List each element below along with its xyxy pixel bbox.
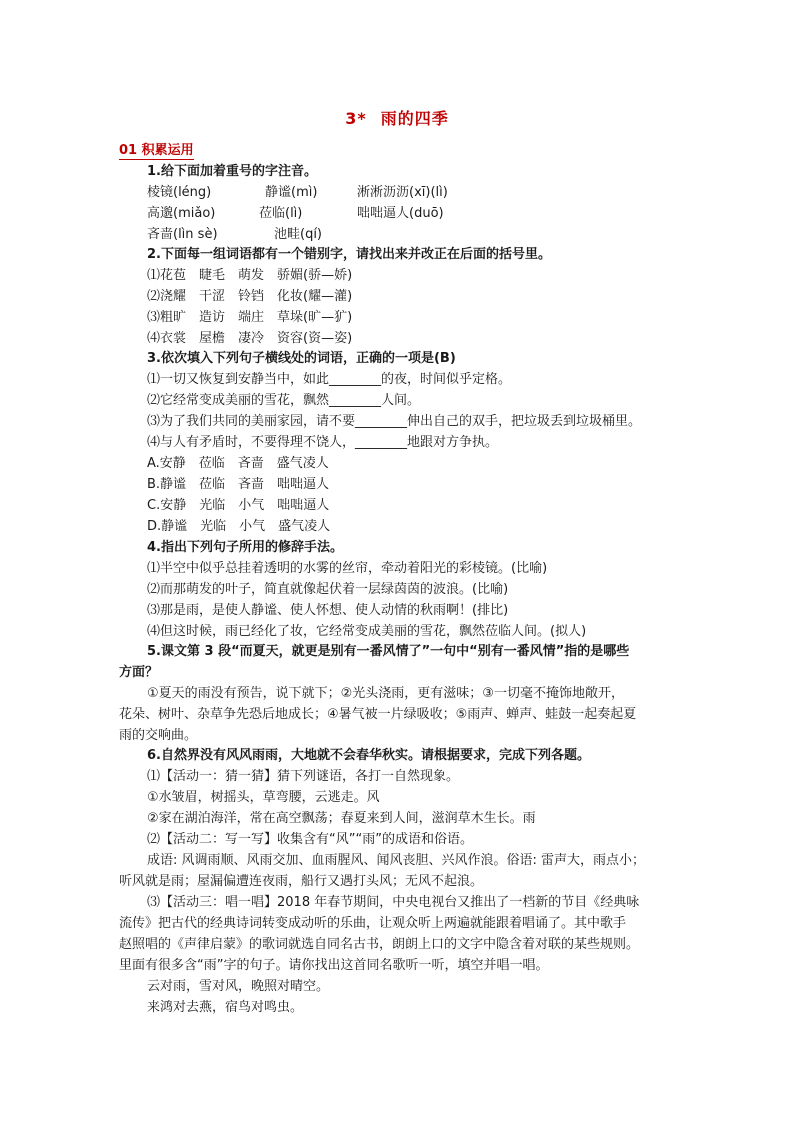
q6-stem: 6.自然界没有风风雨雨，大地就不会春华秋实。请根据要求，完成下列各题。: [147, 748, 590, 763]
q6-activity-3-cont: 里面有很多含“雨”字的句子。请你找出这首同名歌听一听，填空并唱一唱。: [119, 958, 549, 973]
q3-option: B.静谧 莅临 吝啬 咄咄逼人: [147, 477, 330, 492]
q5-answer: ①夏天的雨没有预告，说下就下；②光头浇雨，更有滋味；③一切毫不掩饰地敞开，: [147, 686, 624, 701]
q3-item: ⑵它经常变成美丽的雪花，飘然________人间。: [147, 393, 421, 408]
q3-stem: 3.依次填入下列句子横线处的词语，正确的一项是(B): [147, 351, 456, 366]
q5-answer: 花朵、树叶、杂草争先恐后地成长；④暑气被一片绿吸收；⑤雨声、蝉声、蛙鼓一起奏起夏: [119, 707, 637, 722]
q1-item: 高邈(miǎo): [147, 206, 216, 221]
q1-stem: 1.给下面加着重号的字注音。: [147, 164, 317, 179]
q1-item: 棱镜(léng): [147, 185, 212, 200]
q6-activity-1: ⑴【活动一：猜一猜】猜下列谜语，各打一自然现象。: [147, 769, 460, 784]
q3-item: ⑷与人有矛盾时，不要得理不饶人，________地跟对方争执。: [147, 435, 499, 450]
q4-item: ⑶那是雨，是使人静谧、使人怀想、使人动情的秋雨啊！(排比): [147, 603, 509, 618]
q1-item: 静谧(mì): [265, 185, 318, 200]
q6-answer: 成语: 风调雨顺、风雨交加、血雨腥风、闻风丧胆、兴风作浪。俗语: 雷声大，雨点小；: [147, 853, 646, 868]
lesson-title: 雨的四季: [380, 109, 449, 128]
q6-activity-3-cont: 赵照唱的《声律启蒙》的歌词就选自同名古书，朗朗上口的文字中隐含着对联的某些规则。: [119, 937, 640, 952]
section-heading: 01 积累运用: [119, 143, 194, 158]
page-title: [0, 106, 794, 129]
q5-stem: 5.课文第 3 段“而夏天，就更是别有一番风情了”一句中“别有一番风情”指的是哪些: [147, 644, 630, 659]
q1-item: 咄咄逼人(duō): [357, 206, 444, 221]
q3-item: ⑴一切又恢复到安静当中，如此________的夜，时间似乎定格。: [147, 372, 512, 387]
q6-activity-3: ⑶【活动三：唱一唱】2018 年春节期间，中央电视台又推出了一档新的节目《经典咏: [147, 895, 640, 910]
q4-item: ⑴半空中似乎总挂着透明的水雾的丝帘，牵动着阳光的彩棱镜。(比喻): [147, 561, 548, 576]
q6-verse: 云对雨，雪对风，晚照对晴空。: [147, 979, 330, 994]
q1-item: 吝啬(lìn sè): [147, 227, 218, 242]
q4-stem: 4.指出下列句子所用的修辞手法。: [147, 540, 343, 555]
q1-item: 莅临(lì): [259, 206, 303, 221]
q6-answer: 听风就是雨；屋漏偏遭连夜雨，船行又遇打头风；无风不起浪。: [119, 874, 484, 889]
q6-activity-2: ⑵【活动二：写一写】收集含有“风”“雨”的成语和俗语。: [147, 832, 473, 847]
q6-verse: 来鸿对去燕，宿鸟对鸣虫。: [147, 1000, 304, 1015]
q6-activity-3-cont: 流传》把古代的经典诗词转变成动听的乐曲，让观众听上两遍就能跟着唱诵了。其中歌手: [119, 916, 627, 931]
q6-riddle: ②家在湖泊海洋，常在高空飘荡；春夏来到人间，滋润草木生长。雨: [147, 811, 536, 826]
q2-item: ⑷衣裳 屋檐 凄冷 资容(资—姿): [147, 331, 353, 346]
q1-item: 池畦(qí): [274, 227, 323, 242]
q1-item: 淅淅沥沥(xī)(lì): [357, 185, 448, 200]
q2-item: ⑶粗旷 造访 端庄 草垛(旷—犷): [147, 310, 353, 325]
q3-item: ⑶为了我们共同的美丽家园，请不要________伸出自己的双手，把垃圾丢到垃圾桶里。: [147, 414, 642, 429]
q5-answer: 雨的交响曲。: [119, 728, 198, 743]
q4-item: ⑵而那萌发的叶子，简直就像起伏着一层绿茵茵的波浪。(比喻): [147, 582, 509, 597]
q3-option: A.安静 莅临 吝啬 盛气凌人: [147, 456, 329, 471]
q6-riddle: ①水皱眉，树摇头，草弯腰，云逃走。风: [147, 790, 380, 805]
q2-item: ⑴花苞 睫毛 萌发 骄媚(骄—娇): [147, 268, 353, 283]
lesson-number: 3*: [345, 109, 367, 128]
q2-stem: 2.下面每一组词语都有一个错别字，请找出来并改正在后面的括号里。: [147, 247, 551, 262]
q2-item: ⑵浇耀 干涩 铃铛 化妆(耀—灌): [147, 289, 353, 304]
q5-stem-cont: 方面？: [119, 665, 159, 680]
q3-option: D.静谧 光临 小气 盛气凌人: [147, 519, 331, 534]
q3-option: C.安静 光临 小气 咄咄逼人: [147, 498, 330, 513]
q4-item: ⑷但这时候，雨已经化了妆，它经常变成美丽的雪花，飘然莅临人间。(拟人): [147, 624, 587, 639]
